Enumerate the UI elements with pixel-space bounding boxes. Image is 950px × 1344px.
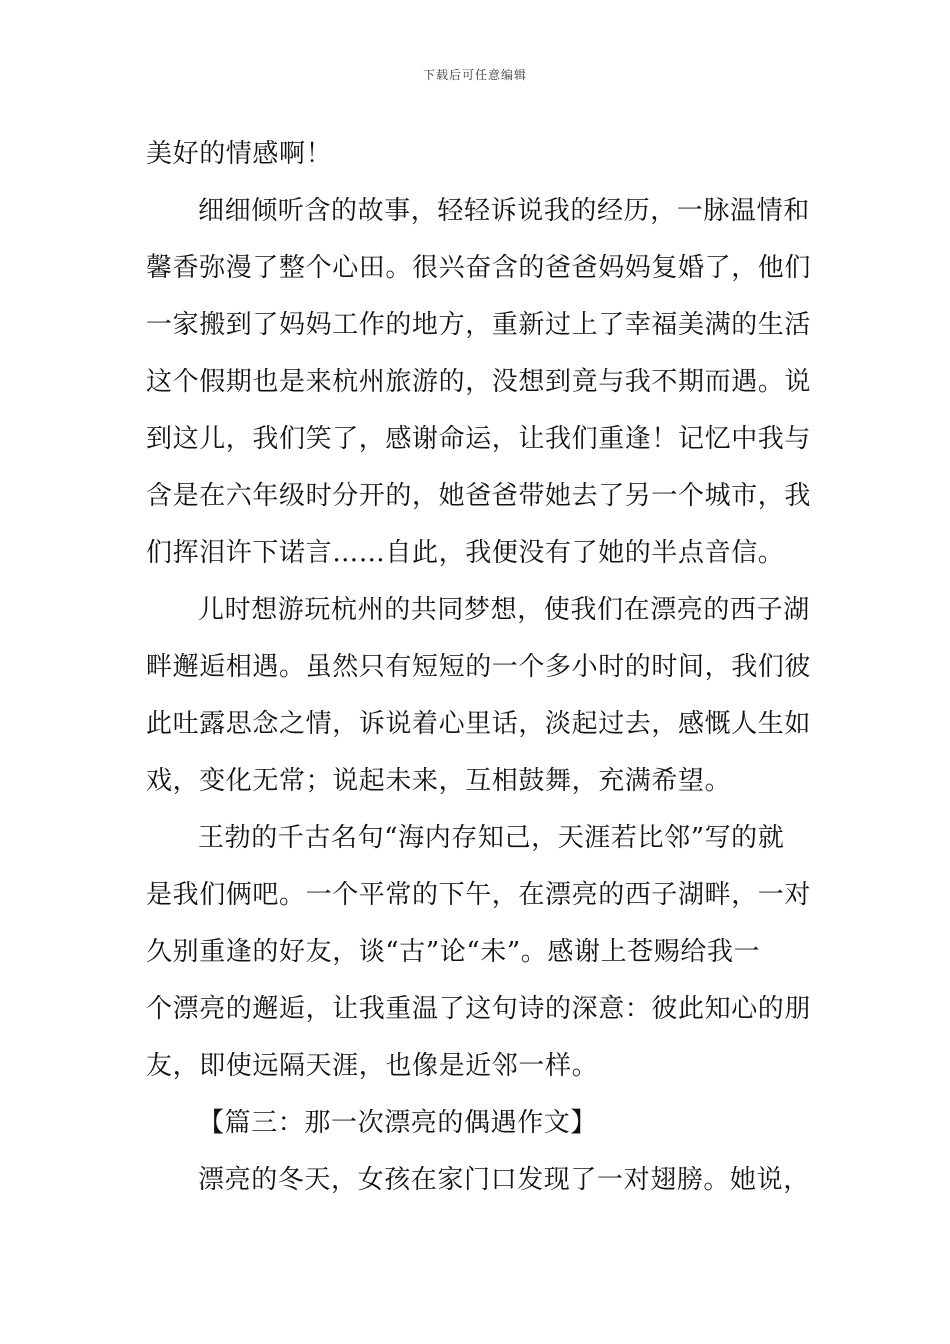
text-line: 久别重逢的好友，谈“古”论“未”。感谢上苍赐给我一 <box>146 937 761 967</box>
text-line: 馨香弥漫了整个心田。很兴奋含的爸爸妈妈复婚了，他们 <box>146 253 812 283</box>
page-header: 下载后可任意编辑 <box>422 68 527 82</box>
text-line: 这个假期也是来杭州旅游的，没想到竟与我不期而遇。说 <box>146 367 812 397</box>
text-line: 此吐露思念之情，诉说着心里话，淡起过去，感慨人生如 <box>146 709 812 739</box>
section-heading: 【篇三：那一次漂亮的偶遇作文】 <box>198 1108 598 1138</box>
text-line: 到这儿，我们笑了，感谢命运，让我们重逢！记忆中我与 <box>146 424 812 454</box>
text-line: 是我们俩吧。一个平常的下午，在漂亮的西子湖畔，一对 <box>146 880 812 910</box>
text-line: 畔邂逅相遇。虽然只有短短的一个多小时的时间，我们彼 <box>146 652 812 682</box>
text-line: 们挥泪许下诺言……自此，我便没有了她的半点音信。 <box>146 538 785 568</box>
text-line: 王勃的千古名句“海内存知己，天涯若比邻”写的就 <box>198 823 785 853</box>
text-line: 美好的情感啊！ <box>146 139 333 169</box>
text-line: 细细倾听含的故事，轻轻诉说我的经历，一脉温情和 <box>198 196 810 226</box>
text-line: 戏，变化无常；说起未来，互相鼓舞，充满希望。 <box>146 766 732 796</box>
text-line: 儿时想游玩杭州的共同梦想，使我们在漂亮的西子湖 <box>198 595 810 625</box>
text-line: 漂亮的冬天，女孩在家门口发现了一对翅膀。她说， <box>198 1165 810 1195</box>
text-line: 一家搬到了妈妈工作的地方，重新过上了幸福美满的生活 <box>146 310 812 340</box>
text-line: 友，即使远隔天涯，也像是近邻一样。 <box>146 1051 599 1081</box>
text-line: 含是在六年级时分开的，她爸爸带她去了另一个城市，我 <box>146 481 812 511</box>
text-line: 个漂亮的邂逅，让我重温了这句诗的深意：彼此知心的朋 <box>146 994 812 1024</box>
document-body <box>146 126 812 1209</box>
